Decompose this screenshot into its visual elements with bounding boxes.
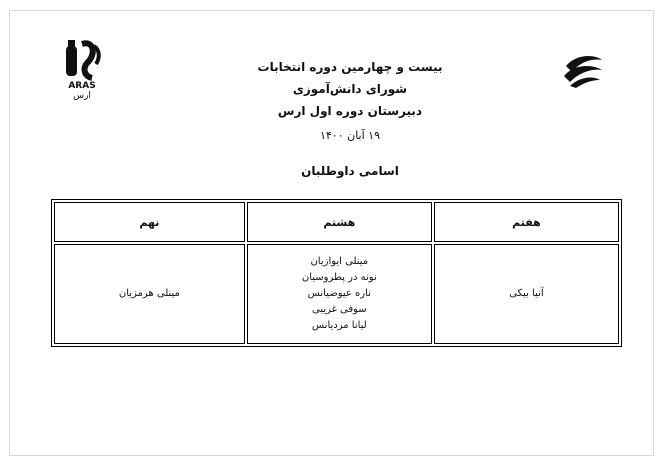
table-header-row: [54, 202, 619, 242]
grade-7-candidates: [434, 244, 619, 344]
aras-logo-icon: [54, 36, 110, 100]
header-date: ۱۹ آبان ۱۴۰۰: [319, 129, 380, 142]
grade-8-candidates: [247, 244, 432, 344]
header-line-2: شورای دانش‌آموزی: [292, 82, 408, 96]
candidate-name: لیانا مردیانس: [311, 320, 367, 331]
document-header: [200, 56, 500, 147]
emblem-icon: [560, 52, 606, 90]
column-header-grade-7: هفتم: [434, 202, 619, 242]
section-title: اسامی داوطلبان: [301, 164, 399, 178]
grade-9-candidates: [54, 244, 245, 344]
header-line-1: بیست و چهارمین دوره انتخابات: [257, 60, 443, 74]
column-header-grade-9: نهم: [54, 202, 245, 242]
column-header-grade-8: هشتم: [247, 202, 432, 242]
candidate-name: مینلی هرمزیان: [118, 288, 180, 299]
header-line-3: دبیرستان دوره اول ارس: [277, 104, 423, 118]
candidates-table: [51, 199, 622, 347]
candidate-name: ناره عیوضیانس: [307, 288, 371, 299]
candidate-name: مینلی ایوازیان: [310, 256, 369, 267]
school-logo: [54, 36, 110, 100]
svg-text:ارس: ارس: [73, 91, 91, 100]
candidate-name: سوفی غریبی: [311, 304, 367, 315]
table-row: [54, 244, 619, 344]
candidate-name: آنیا بیکی: [509, 288, 544, 299]
candidate-name: نونه در پطروسیان: [301, 272, 377, 283]
svg-text:ARAS: ARAS: [68, 81, 96, 91]
